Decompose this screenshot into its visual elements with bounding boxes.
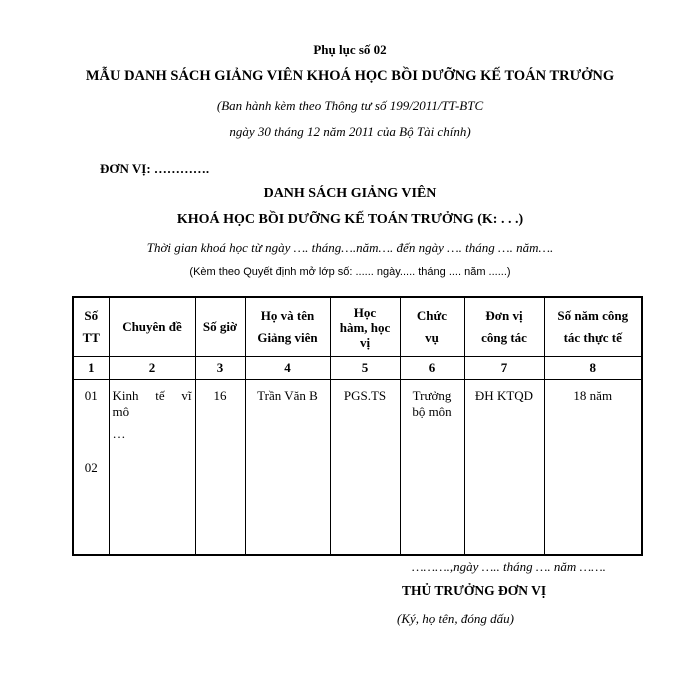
position-line-2: bộ môn (412, 404, 452, 419)
lecturer-table (72, 296, 643, 556)
stt-01: 01 (84, 388, 98, 403)
col-header-stt: Số TT (73, 297, 109, 357)
course-title: KHOÁ HỌC BỒI DƯỠNG KẾ TOÁN TRƯỞNG (K: . . .) (176, 212, 524, 227)
col-header-unit: Đơn vị công tác (464, 297, 544, 357)
cell-name: Trần Văn B (245, 380, 330, 556)
col-header-topic: Chuyên đề (109, 297, 195, 357)
table-number-row (73, 357, 642, 380)
position-line-1: Trưởng (412, 388, 452, 403)
col-number: 3 (195, 357, 245, 380)
list-title: DANH SÁCH GIẢNG VIÊN (263, 186, 437, 201)
stt-02: 02 (84, 460, 98, 475)
table-row (73, 380, 642, 556)
topic-line-2: mô (112, 404, 130, 419)
table-header-row (73, 297, 642, 357)
cell-position (400, 380, 464, 556)
col-header-position: Chức vụ (400, 297, 464, 357)
form-title: MẪU DANH SÁCH GIẢNG VIÊN KHOÁ HỌC BỒI DƯỠNG KẾ TOÁN TRƯỞNG (85, 68, 615, 84)
appendix-label: Phụ lục số 02 (313, 42, 387, 57)
topic-line-1: Kinh tế vĩ (112, 388, 192, 403)
unit-label: ĐƠN VỊ: …………. (100, 161, 210, 176)
issued-line-1: (Ban hành kèm theo Thông tư số 199/2011/TT-BTC (216, 98, 484, 113)
decision-note: (Kèm theo Quyết định mở lớp số: ...... ngày..... tháng .... năm ......) (189, 266, 511, 278)
cell-unit: ĐH KTQD (464, 380, 544, 556)
course-time: Thời gian khoá học từ ngày …. tháng….năm…. đến ngày …. tháng …. năm…. (146, 240, 554, 255)
cell-hours: 16 (195, 380, 245, 556)
col-header-hours: Số giờ (195, 297, 245, 357)
issued-line-2: ngày 30 tháng 12 năm 2011 của Bộ Tài chính) (229, 124, 471, 139)
col-header-name: Họ và tên Giảng viên (245, 297, 330, 357)
col-header-years: Số năm công tác thực tế (544, 297, 642, 357)
date-line: ……….,ngày ….. tháng …. năm ……. (412, 559, 606, 574)
col-number: 2 (109, 357, 195, 380)
col-number: 4 (245, 357, 330, 380)
cell-degree: PGS.TS (330, 380, 400, 556)
col-number: 7 (464, 357, 544, 380)
cell-stt (73, 380, 109, 556)
col-number: 8 (544, 357, 642, 380)
cell-topic (109, 380, 195, 556)
head-title: THỦ TRƯỞNG ĐƠN VỊ (402, 583, 547, 598)
col-number: 5 (330, 357, 400, 380)
col-number: 6 (400, 357, 464, 380)
col-header-degree: Học hàm, học vị (330, 297, 400, 357)
sign-note: (Ký, họ tên, đóng dấu) (397, 611, 514, 626)
col-number: 1 (73, 357, 109, 380)
topic-more: … (112, 426, 126, 441)
cell-years: 18 năm (544, 380, 642, 556)
